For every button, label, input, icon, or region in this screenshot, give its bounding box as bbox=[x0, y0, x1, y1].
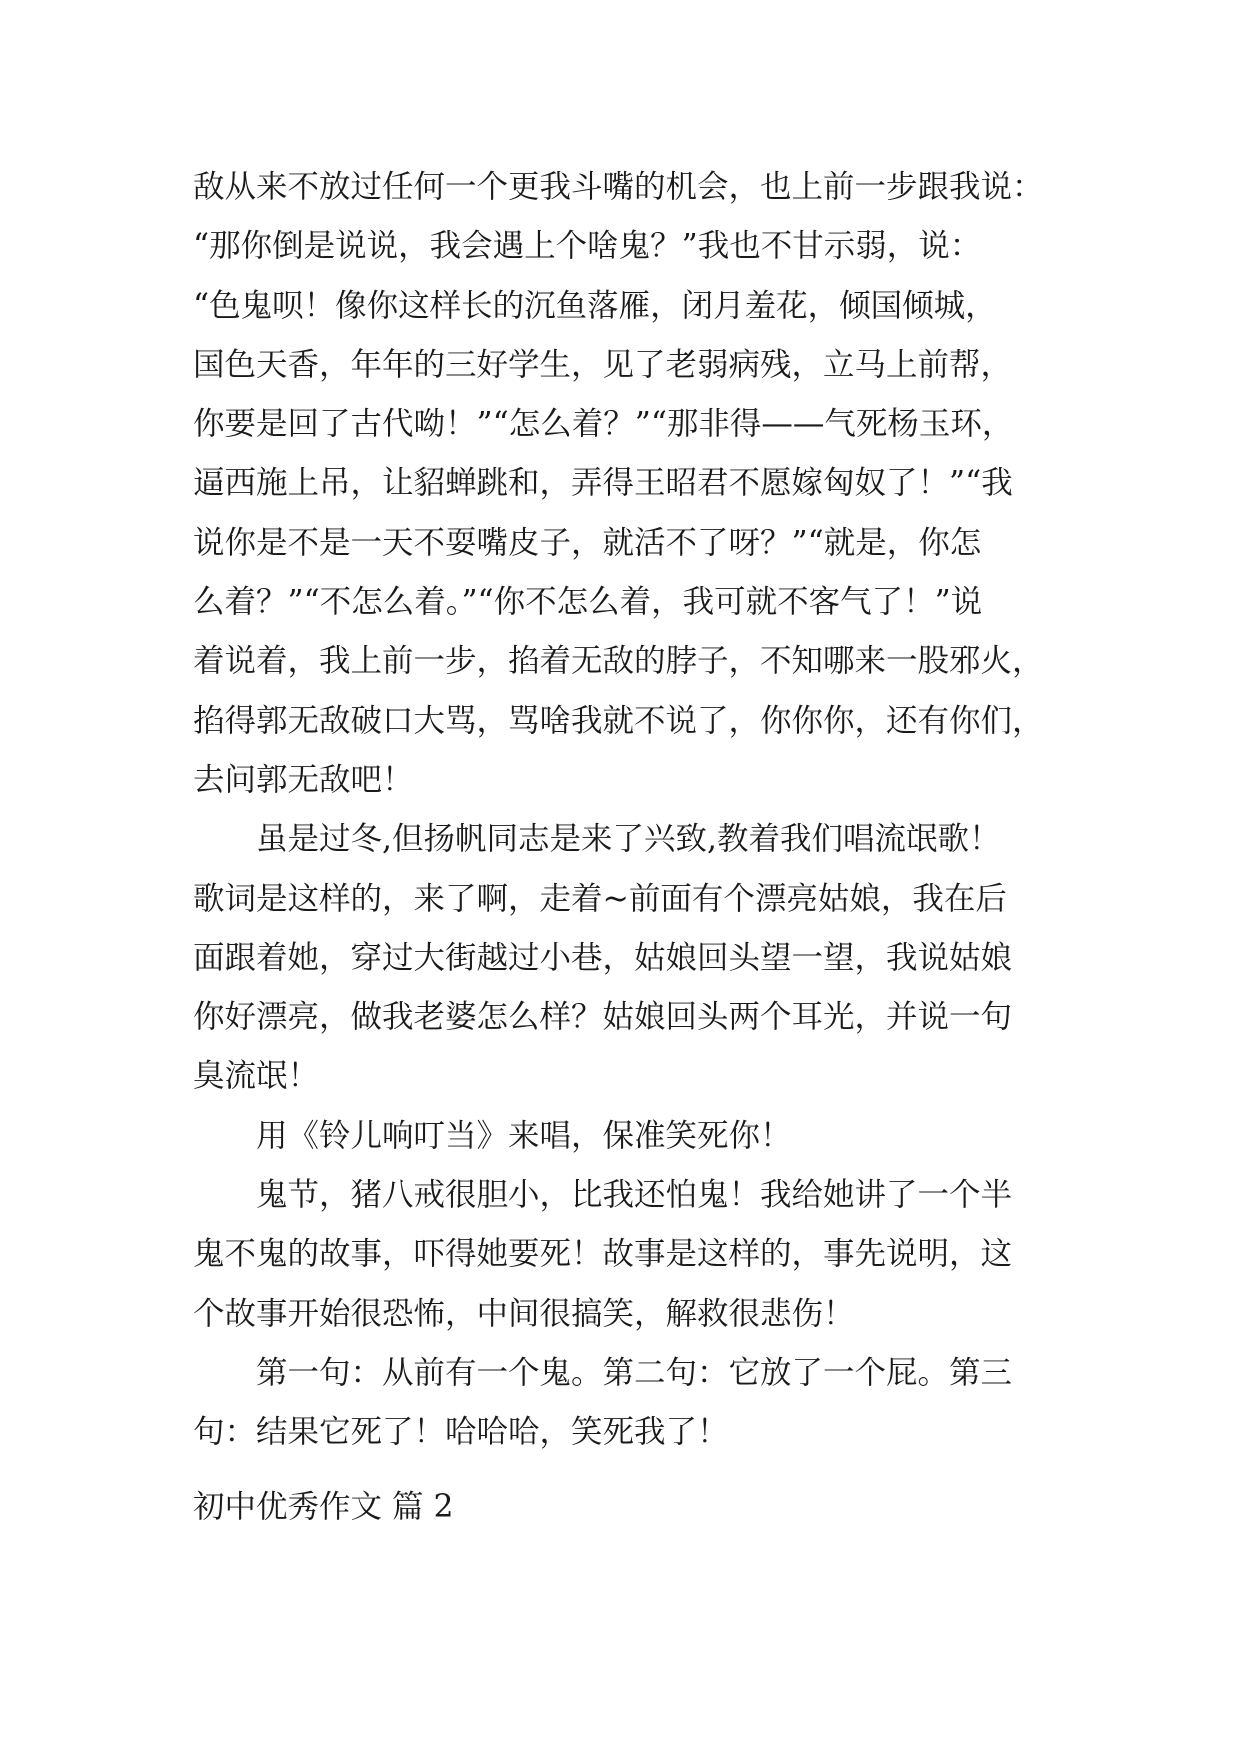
text-line: 面跟着她，穿过大街越过小巷，姑娘回头望一望，我说姑娘 bbox=[193, 939, 1013, 976]
text-line: 臭流氓！ bbox=[193, 1058, 320, 1095]
paragraph-ghost-story bbox=[193, 1166, 1063, 1344]
text-line: 掐得郭无敌破口大骂，骂啥我就不说了，你你你，还有你们， bbox=[193, 702, 1044, 739]
section-heading: 初中优秀作文 篇 2 bbox=[193, 1489, 454, 1525]
text-line: 鬼不鬼的故事，吓得她要死！故事是这样的，事先说明，这 bbox=[193, 1236, 1013, 1273]
text-line: 么着？”“不怎么着。”“你不怎么着，我可就不客气了！”说 bbox=[193, 584, 983, 621]
text-line: 逼西施上吊，让貂蝉跳和，弄得王昭君不愿嫁匈奴了！”“我 bbox=[193, 465, 1013, 502]
paragraph-punchline bbox=[193, 1344, 1063, 1463]
text-line: 敌从来不放过任何一个更我斗嘴的机会，也上前一步跟我说： bbox=[193, 169, 1044, 205]
text-line: 个故事开始很恐怖，中间很搞笑，解救很悲伤！ bbox=[193, 1295, 855, 1332]
text-line: 你要是回了古代呦！”“怎么着？”“那非得——气死杨玉环， bbox=[193, 406, 1014, 443]
text-line: “那你倒是说说，我会遇上个啥鬼？”我也不甘示弱，说： bbox=[193, 228, 982, 265]
text-line: 着说着，我上前一步，掐着无敌的脖子，不知哪来一股邪火， bbox=[193, 643, 1044, 680]
text-line: 你好漂亮，做我老婆怎么样？姑娘回头两个耳光，并说一句 bbox=[193, 999, 1013, 1036]
text-line: 句：结果它死了！哈哈哈，笑死我了！ bbox=[193, 1414, 729, 1451]
text-line: 国色天香，年年的三好学生，见了老弱病残，立马上前帮， bbox=[193, 346, 1013, 383]
text-line: 第一句：从前有一个鬼。第二句：它放了一个屁。第三 bbox=[256, 1354, 1013, 1391]
paragraph-song bbox=[193, 810, 1063, 1106]
text-line: 鬼节，猪八戒很胆小，比我还怕鬼！我给她讲了一个半 bbox=[256, 1177, 1013, 1214]
text-line: 去问郭无敌吧！ bbox=[193, 761, 414, 798]
text-line: 歌词是这样的，来了啊，走着~前面有个漂亮姑娘，我在后 bbox=[193, 880, 1007, 917]
article-body bbox=[193, 158, 1063, 1463]
text-line: 虽是过冬,但扬帆同志是来了兴致,教着我们唱流氓歌！ bbox=[256, 821, 1001, 858]
text-line: 用《铃儿响叮当》来唱，保准笑死你！ bbox=[256, 1117, 792, 1154]
paragraph-tune bbox=[193, 1107, 1063, 1166]
text-line: 说你是不是一天不耍嘴皮子，就活不了呀？”“就是，你怎 bbox=[193, 524, 982, 561]
text-line: “色鬼呗！像你这样长的沉鱼落雁，闭月羞花，倾国倾城， bbox=[193, 287, 997, 324]
paragraph-dialogue bbox=[193, 158, 1063, 810]
